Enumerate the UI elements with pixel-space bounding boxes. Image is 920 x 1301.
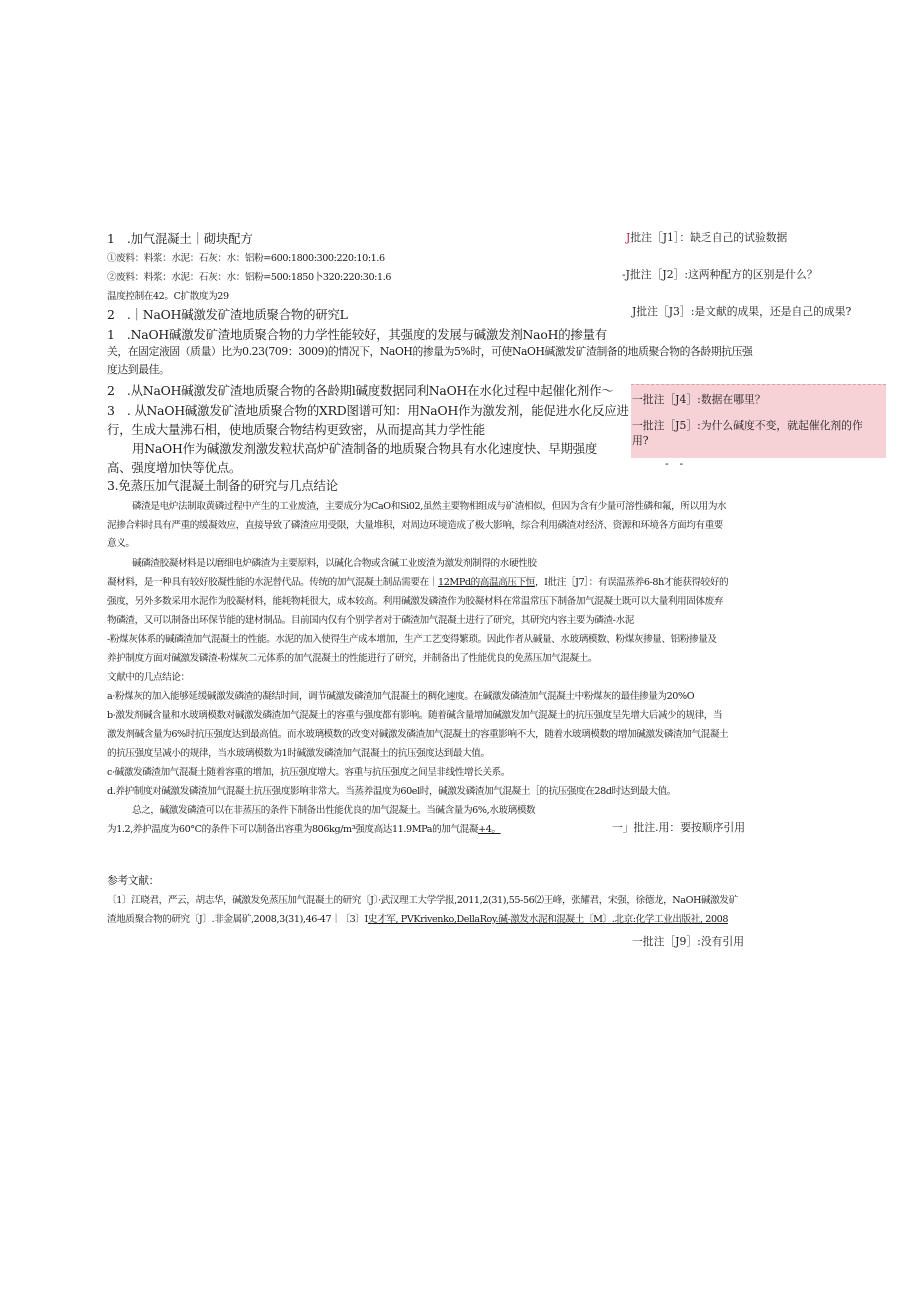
- references-title: 参考文献：: [107, 874, 159, 887]
- comment-j9[interactable]: 一批注［J9］:没有引用: [632, 935, 745, 948]
- comment-j1[interactable]: [626, 230, 787, 245]
- sec3-pressure-underlined: 12MPd的高温高压下恒: [437, 577, 535, 588]
- comment-j3[interactable]: J批注［J3］:是文献的成果，还是自己的成果?: [632, 305, 852, 318]
- sec2-p4-line1: 用NaOH作为碱激发剂激发粒状高炉矿渣制备的地质聚合物具有水化速度快、早期强度: [132, 441, 598, 456]
- comment-j7-inline[interactable]: ，I批注［J7］：有误温蒸养6-8h才能获得较好的: [534, 577, 729, 588]
- reference-line2-text: 渣地质聚合物的研究〔J〕.非金属矿,2008,3(31),46-47｜〔3〕I: [107, 914, 368, 925]
- sec3-para2-line5: -粉煤灰体系的碱磷渣加气混凝土的性能。水泥的加入使得生产成本增加，生产工艺变得繁琐。因此作者从碱量、水玻璃模数、粉煤灰掺量、铝粉掺量及: [107, 634, 717, 645]
- sec2-p1-line3: 度达到最佳。: [107, 363, 170, 376]
- formula-2: ②废料：料浆：水泥：石灰：水：铝粉=500:1850卜320:220:30:1.6: [107, 272, 392, 283]
- sec3-para2-line2: [107, 574, 728, 588]
- comment-j8[interactable]: 一」批注.用：要按顺序引用: [612, 821, 745, 834]
- sec2-p3-line2: 行，生成大量沸石相，使地质聚合物结构更致密，从而提高其力学性能: [107, 422, 485, 437]
- comment-j4[interactable]: 一批注［J4］:数据在哪里？: [632, 393, 766, 406]
- sec3-para2-line2-text: 凝材料，是一种具有较好胶凝性能的水泥替代品。传统的加气混凝土制品需要在｜: [107, 577, 438, 588]
- reference-line1: 〔1〕江晓君，严云，胡志华，碱激发免蒸压加气混凝土的研究〔J〕·武汉理工大学学报,2011,2(31),55-56⑵王峰，张耀君，宋强，徐德龙，NaOH碱激发矿: [107, 895, 738, 906]
- comment-j5-line1[interactable]: 一批注［J5］:为什么碱度不变，就起催化剂的作: [632, 419, 863, 432]
- comment-j2[interactable]: -J批注［J2］:这两种配方的区别是什么？: [622, 268, 818, 281]
- section1-heading: 1 .加气混凝土｜砌块配方: [107, 231, 253, 246]
- conclusion-b-line3: 的抗压强度呈减小的规律，当水玻璃模数为1时碱激发磷渣加气混凝土的抗压强度达到最大值。: [107, 748, 490, 759]
- sec2-p1-line2: 关，在固定液固（质量）比为0.23(709：3009)的情况下，NaOH的掺量为5%时，可使NaOH碱激发矿渣制备的地质聚合物的各龄期抗压强: [107, 345, 753, 358]
- conclusion-d: d.养护制度对碱激发磷渣加气混凝土抗压强度影响非常大。当蒸养温度为60el时，碱激发磷渣加气混凝土［的抗压强度在28d时达到最大值。: [107, 786, 676, 797]
- formula-1: ①废料：料浆：水泥：石灰：水：铝粉=600:1800:300:220:10:1.6: [107, 253, 385, 264]
- comment-j1-marker: J: [626, 231, 631, 244]
- summary-line2-text: 为1.2,养护温度为60°C的条件下可以制备出容重为806kg/m³强度高达11.9MPa的加气混凝: [107, 824, 479, 835]
- sec2-p4-line2: 高、强度增加快等优点。: [107, 460, 242, 475]
- reference-line2: [107, 911, 728, 925]
- sec3-para2-line6: 养护制度方面对碱激发磷渣-粉煤灰二元体系的加气混凝土的性能进行了研究，并制备出了性能优良的免蒸压加气混凝土。: [107, 653, 598, 664]
- comment-j5-line2: 用?: [632, 434, 649, 447]
- conclusion-a: a·粉煤灰的加入能够延缓碱激发磷渣的凝结时间，调节碱激发磷渣加气混凝土的稠化速度。在碱激发磷渣加气混凝土中粉煤灰的最佳掺量为20%O: [107, 691, 695, 702]
- conclusions-title: 文献中的几点结论：: [107, 672, 190, 683]
- sec2-p1-line1: 1 .NaOH碱激发矿渣地质聚合物的力学性能较好，其强度的发展与碱激发剂NaoH的掺量有: [107, 327, 607, 342]
- reference-line2-underlined: 史才军, PVKrivenko,DellaRoy.碱-激发水泥和混凝土〔M〕.北京:化学工业出版社, 2008: [367, 914, 729, 925]
- conclusion-b-line1: b·激发剂碱含量和水玻璃模数对碱激发磷渣加气混凝土的容重与强度都有影响。随着碱含量增加碱激发加气混凝土的抗压强度呈先增大后减少的规律，当: [107, 710, 723, 721]
- comment-j1-text: 批注［J1］：缺乏自己的试验数据: [630, 231, 788, 244]
- sec3-para2-line1: 碱磷渣胶凝材料是以磨细电炉磷渣为主要原料，以碱化合物或含碱工业废渣为激发剂制得的水硬性胶: [132, 558, 537, 569]
- sec2-p3-line1: 3 . 从NaOH碱激发矿渣地质聚合物的XRD图谱可知：用NaOH作为激发剂，能促进水化反应进: [107, 403, 629, 418]
- temperature-note: 温度控制在42。C扩散度为29: [107, 291, 229, 302]
- sec3-intro-line3: 意义。: [107, 538, 135, 549]
- section3-heading: 3.免蒸压加气混凝土制备的研究与几点结论: [107, 478, 338, 493]
- comment-dashes: - -: [665, 457, 684, 470]
- sec3-para2-line3: 强度，另外多数采用水泥作为胶凝材料，能耗物耗很大，成本较高。利用碱激发磷渣作为胶凝材料在常温常压下制备加气混凝土既可以大量利用固体废弃: [107, 596, 723, 607]
- summary-line2-underlined: +4。: [478, 824, 501, 835]
- sec3-intro-line2: 泥掺合料时具有严重的缓凝效应，直接导致了磷渣应用受限，大量堆积，对周边环境造成了极大影响，综合利用磷渣对经济、资源和环境各方面均有重要: [107, 520, 723, 531]
- sec2-p2: 2 .从NaOH碱激发矿渣地质聚合物的各龄期l碱度数据同利NaOH在水化过程中起催化剂作～: [107, 383, 614, 398]
- conclusion-b-line2: 激发剂碱含量为6%时抗压强度达到最高值。而水玻璃模数的改变对碱激发磷渣加气混凝土的容重影响不大，随着水玻璃模数的增加碱激发磷渣加气混凝土: [107, 729, 729, 740]
- summary-line1: 总之，碱激发磷渣可以在非蒸压的条件下制备出性能优良的加气混凝土。当碱含量为6%,水玻璃模数: [132, 805, 536, 816]
- sec3-intro-line1: 磷渣是电炉法制取黄磷过程中产生的工业废渣，主要成分为CaO和Si02,虽然主要物相组成与矿渣相似，但因为含有少量可溶性磷和氟，所以用为水: [132, 501, 727, 512]
- sec3-para2-line4: 物磷渣，又可以制备出环保节能的建材制品。目前国内仅有个别学者对于磷渣加气混凝土进行了研究，其研究内容主要为磷渣-水泥: [107, 615, 634, 626]
- section2-heading: 2 .｜NaOH碱激发矿渣地质聚合物的研究L: [107, 307, 348, 322]
- conclusion-c: c·碱激发磷渣加气混凝土随着容重的增加，抗压强度增大。容重与抗压强度之间呈非线性增长关系。: [107, 767, 510, 778]
- summary-line2: [107, 821, 501, 835]
